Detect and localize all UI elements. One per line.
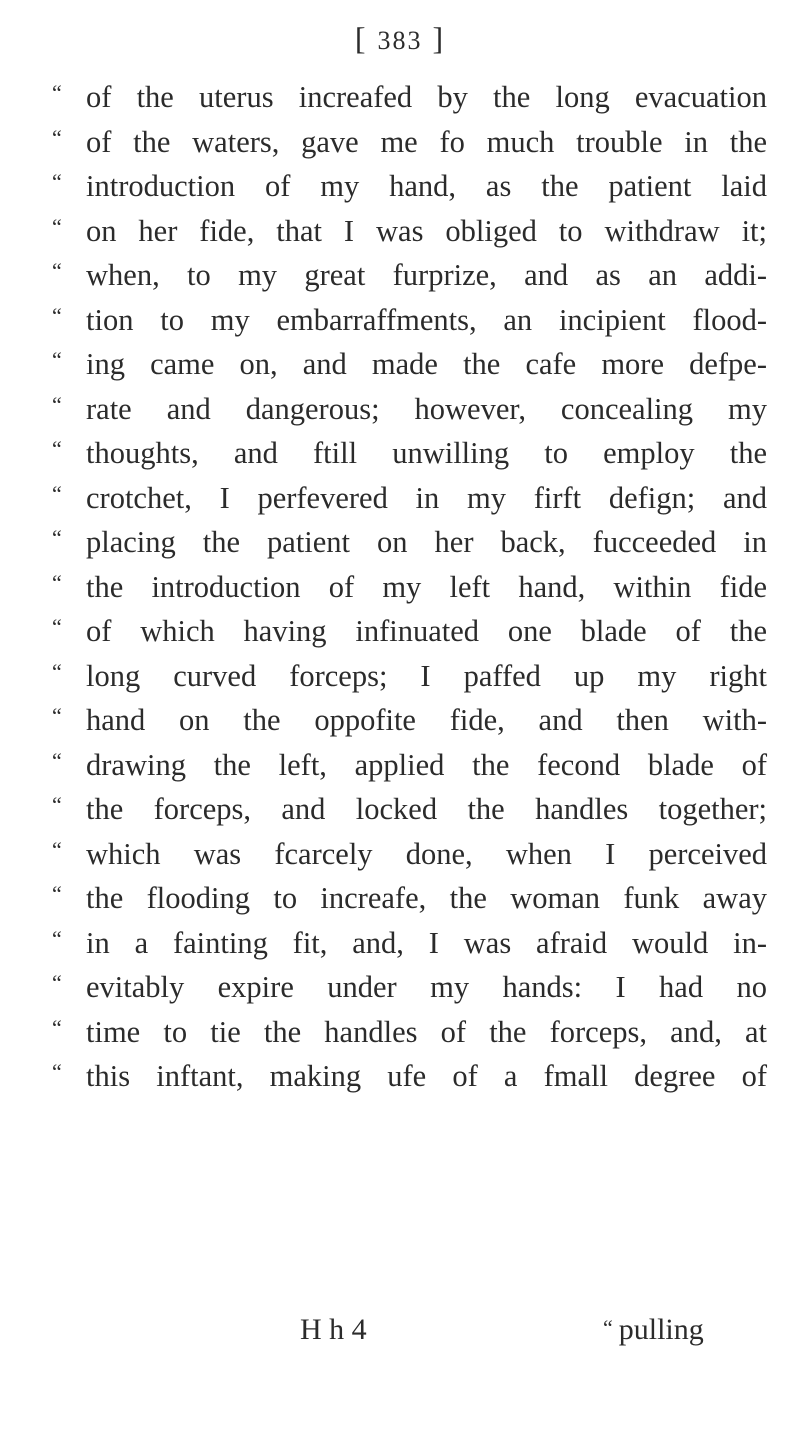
quote-mark: “ <box>52 1014 62 1040</box>
quote-mark: “ <box>52 169 62 194</box>
quote-mark: “ <box>52 391 62 417</box>
text-line <box>52 298 767 343</box>
line-text: on her fide, that I was obliged to withdraw it; <box>86 213 767 248</box>
line-text: introduction of my hand, as the patient laid <box>86 169 767 203</box>
line-text: hand on the oppofite fide, and then with- <box>86 703 767 737</box>
page-number: 383 <box>377 26 423 55</box>
line-text: of which having infinuated one blade of the <box>86 614 767 648</box>
signature-mark: H h 4 <box>300 1313 367 1346</box>
line-text: ing came on, and made the cafe more defpe- <box>86 347 767 381</box>
page-number-header <box>300 20 500 57</box>
text-line <box>52 921 767 966</box>
text-line <box>52 209 767 254</box>
line-text: of the waters, gave me fo much trouble in the <box>86 124 767 159</box>
line-text: the introduction of my left hand, within fide <box>86 569 767 604</box>
catchword <box>603 1308 704 1354</box>
quote-mark: “ <box>52 1059 62 1084</box>
text-line <box>52 120 767 165</box>
quote-mark: “ <box>52 525 62 550</box>
line-text: tion to my embarraffments, an incipient flood- <box>86 302 767 337</box>
line-text: of the uterus increafed by the long evacuation <box>86 80 767 114</box>
line-text: placing the patient on her back, fucceeded in <box>86 525 767 559</box>
text-line <box>52 654 767 699</box>
quote-mark: “ <box>52 658 62 684</box>
quote-mark: “ <box>52 836 62 862</box>
quote-mark: “ <box>52 80 62 105</box>
text-line <box>52 164 767 209</box>
text-line <box>52 743 767 788</box>
quote-mark: “ <box>52 213 62 239</box>
line-text: in a fainting fit, and, I was afraid would in- <box>86 925 767 960</box>
quote-mark: “ <box>52 124 62 150</box>
text-line <box>52 476 767 521</box>
quote-mark: “ <box>52 925 62 951</box>
text-line <box>52 253 767 298</box>
text-line <box>52 431 767 476</box>
text-line <box>52 787 767 832</box>
quote-mark: “ <box>52 747 62 773</box>
body-text <box>52 75 767 1099</box>
text-line <box>52 609 767 654</box>
text-line <box>52 1054 767 1099</box>
quote-mark: “ <box>52 302 62 328</box>
line-text: evitably expire under my hands: I had no <box>86 970 767 1004</box>
catchword-text: pulling <box>618 1313 704 1346</box>
text-line <box>52 75 767 120</box>
text-line <box>52 565 767 610</box>
line-text: crotchet, I perfevered in my firft defign; and <box>86 480 767 515</box>
line-text: long curved forceps; I paffed up my right <box>86 658 767 693</box>
quote-mark: “ <box>52 480 62 506</box>
quote-mark: “ <box>52 569 62 595</box>
quote-mark: “ <box>52 881 62 906</box>
line-text: the flooding to increafe, the woman funk away <box>86 881 767 915</box>
line-text: thoughts, and ftill unwilling to employ the <box>86 436 767 470</box>
quote-mark: “ <box>52 258 62 283</box>
text-line <box>52 698 767 743</box>
text-line <box>52 520 767 565</box>
text-line <box>52 387 767 432</box>
line-text: when, to my great furprize, and as an addi- <box>86 258 767 292</box>
line-text: the forceps, and locked the handles together; <box>86 792 767 826</box>
quote-mark: “ <box>52 970 62 995</box>
open-bracket: [ <box>354 20 368 56</box>
quote-mark: “ <box>52 347 62 372</box>
close-bracket: ] <box>432 20 446 56</box>
quote-mark: “ <box>52 614 62 639</box>
text-line <box>52 342 767 387</box>
text-line <box>52 1010 767 1055</box>
catchword-quote-mark: “ <box>603 1315 613 1340</box>
quote-mark: “ <box>52 436 62 461</box>
text-line <box>52 832 767 877</box>
line-text: drawing the left, applied the fecond blade of <box>86 747 767 782</box>
line-text: this inftant, making ufe of a fmall degree of <box>86 1059 767 1093</box>
line-text: rate and dangerous; however, concealing my <box>86 391 767 426</box>
text-line <box>52 876 767 921</box>
quote-mark: “ <box>52 703 62 728</box>
line-text: time to tie the handles of the forceps, and, at <box>86 1014 767 1049</box>
page-footer <box>0 1308 800 1352</box>
quote-mark: “ <box>52 792 62 817</box>
line-text: which was fcarcely done, when I perceived <box>86 836 767 871</box>
text-line <box>52 965 767 1010</box>
